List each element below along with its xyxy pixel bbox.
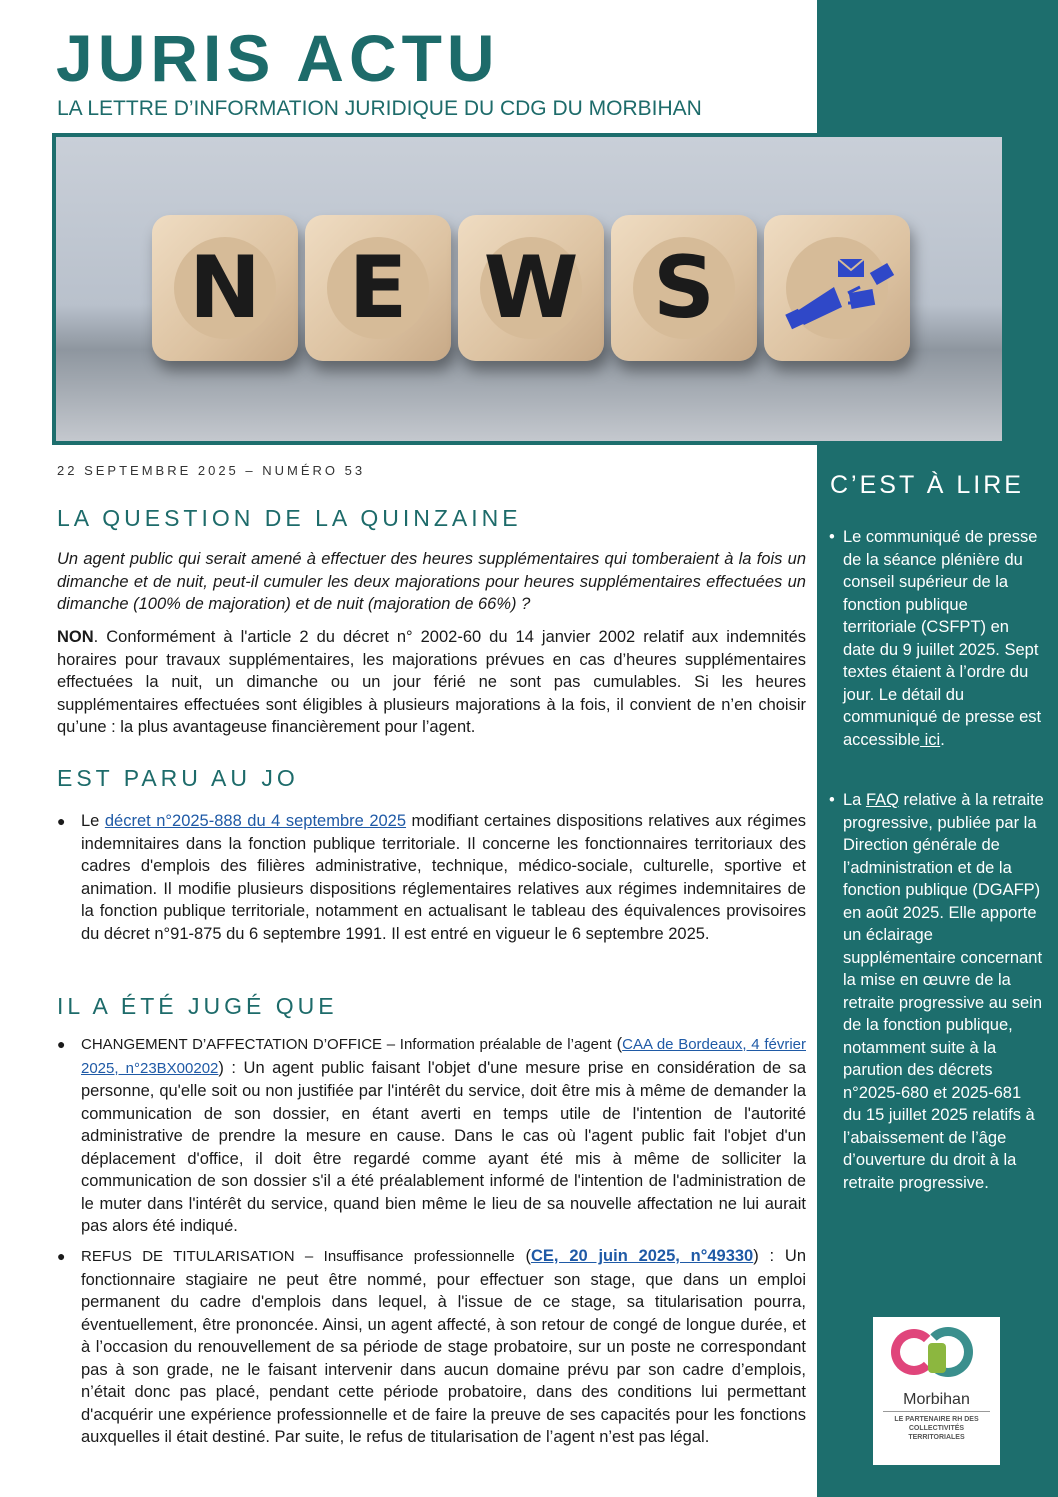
ce-link[interactable]: CE, 20 juin 2025, n°49330	[531, 1247, 754, 1265]
juge-item-text: : Un fonctionnaire stagiaire ne peut être nommé, pour effectuer son stage, que dans un emploi permanent du cadre d'emplois dans lequel, à l'issue de ce stage, sa titularisation pourra, éventuellement, être prononcée. Ainsi, un agent affecté, à son retour de congé de longue durée, et à l’occasion du renouvellement de sa période de stage probatoire, sur un poste ne correspondant pas à son grade, ne le faisant intervenir dans aucun domaine prévu par son cadre d’emplois, n’était donc pas placé, pendant cette période probatoire, dans des conditions lui permettant d'acquérir une expérience professionnelle et de faire la preuve de ses capacités pour les fonctions auxquelles il était destiné. Par suite, le refus de titularisation de l’agent n’est pas légal.	[81, 1247, 806, 1446]
newsletter-title: JURIS ACTU	[56, 21, 500, 95]
bullet-icon: •	[829, 528, 835, 546]
jo-item-prefix: Le	[81, 812, 105, 830]
sidebar-item	[829, 526, 1044, 751]
juge-item-title: REFUS DE TITULARISATION – Insuffisance professionnelle	[81, 1248, 515, 1265]
jo-item-text: modifiant certaines dispositions relatives aux régimes indemnitaires dans la fonction publique territoriale. Il concerne les fonctionnaires territoriaux des cadres d'emplois des filières administrative, technique, médico-sociale, culturelle, sportive et animation. Il modifie plusieurs dispositions réglementaires relatives aux régimes indemnitaires de la fonction publique territoriale, notamment en actualisant le tableau des équivalences provisoires du décret n°91-875 du 6 septembre 1991. Il est entré en vigueur le 6 septembre 2025.	[81, 812, 806, 943]
section-heading-jo: EST PARU AU JO	[57, 765, 299, 791]
sidebar-heading: C’EST À LIRE	[830, 471, 1024, 499]
cube-letter: N	[189, 238, 261, 338]
caa-bordeaux-link[interactable]: CAA de Bordeaux, 4 février 2025, n°23BX00202	[81, 1036, 806, 1077]
sidebar-item-prefix: La	[843, 791, 866, 809]
answer-text	[57, 626, 806, 739]
list-item	[57, 1245, 806, 1449]
megaphone-mail-icon	[764, 215, 910, 361]
section-heading-juge: IL A ÉTÉ JUGÉ QUE	[57, 993, 338, 1019]
paren-close: )	[753, 1247, 759, 1265]
news-cube-icon	[764, 215, 910, 361]
sidebar-item	[829, 789, 1044, 1194]
issue-date: 22 SEPTEMBRE 2025 – NUMÉRO 53	[57, 463, 366, 478]
cube-letter: E	[348, 238, 408, 338]
bullet-icon: ●	[57, 813, 66, 829]
paren-open: (	[525, 1247, 532, 1265]
bullet-icon: •	[829, 791, 835, 809]
list-item	[57, 810, 806, 945]
list-item	[57, 1033, 806, 1238]
juge-item-title: CHANGEMENT D’AFFECTATION D’OFFICE – Information préalable de l’agent	[81, 1036, 612, 1053]
decret-link[interactable]: décret n°2025-888 du 4 septembre 2025	[104, 812, 407, 830]
bullet-icon: ●	[57, 1036, 66, 1052]
section-heading-question: LA QUESTION DE LA QUINZAINE	[57, 505, 522, 531]
faq-link[interactable]: FAQ	[865, 791, 899, 809]
bullet-icon: ●	[57, 1248, 66, 1264]
answer-body: . Conformément à l'article 2 du décret n° 2002-60 du 14 janvier 2002 relatif aux indemnités horaires pour travaux supplémentaires, les majorations prévues en cas d’heures supplémentaires effectuées la nuit, un dimanche ou un jour férié ne sont pas cumulables. Si les heures supplémentaires effectuées sont éligibles à plusieurs majorations à la fois, il convient de n’en choisir qu’une : la plus avantageuse financièrement pour l’agent.	[57, 628, 806, 736]
sidebar-item-text: relative à la retraite progressive, publiée par la Direction générale de l’administration et de la fonction publique (DGAFP) en août 2025. Elle apporte un éclairage supplémentaire concernant la mise en œuvre de la retraite progressive au sein de la fonction publique, notamment suite à la parution des décrets n°2025-680 et 2025-681 du 15 juillet 2025 relatifs à l’abaissement de l’âge d’ouverture du droit à la retraite progressive.	[843, 791, 1044, 1192]
logo-name: Morbihan	[903, 1391, 970, 1408]
hero-image	[52, 133, 1002, 445]
cube-letter: W	[483, 238, 579, 338]
logo-d-shape	[928, 1343, 946, 1373]
sidebar-item-text: Le communiqué de presse de la séance plénière du conseil supérieur de la fonction publique territoriale (CSFPT) en date du 9 juillet 2025. Sept textes étaient à l’ordre du jour. Le détail du communiqué de presse est accessible	[843, 528, 1042, 749]
news-cube-w	[458, 215, 604, 361]
juge-item-text: : Un agent public faisant l'objet d'une mesure prise en considération de sa personne, qu'elle soit ou non justifiée par l'intérêt du service, doit être mis à même de demander la communication de son dossier, en étant averti en temps utile de l'intention de l'autorité administrative de prendre la mesure en cause. Dans le cas où l'agent public fait l'objet d'un déplacement d'office, il doit être regardé comme ayant été mis à même de solliciter la communication de son dossier s'il a été préalablement informé de l'intention de l'administration de le muter dans l'intérêt du service, quand bien même le lieu de sa nouvelle affectation ne lui aurait pas alors été indiqué.	[81, 1058, 806, 1235]
sidebar-item-end: .	[940, 730, 945, 749]
news-cube-e	[305, 215, 451, 361]
cdg-logo	[873, 1317, 1000, 1465]
news-cube-s	[611, 215, 757, 361]
answer-lead: NON	[57, 628, 94, 646]
cube-letter: S	[653, 238, 715, 338]
paren-close: )	[218, 1058, 224, 1077]
question-text: Un agent public qui serait amené à effectuer des heures supplémentaires qui tomberaient à la fois un dimanche et de nuit, peut-il cumuler les deux majorations pour heures supplémentaires effectuées un dimanche (100% de majoration) et de nuit (majoration de 66%) ?	[57, 550, 806, 613]
logo-tagline: LE PARTENAIRE RH DES COLLECTIVITÉS TERRITORIALES	[883, 1411, 990, 1442]
paren-open: (	[616, 1035, 623, 1053]
news-cube-n	[152, 215, 298, 361]
communique-link[interactable]: ici	[920, 730, 941, 749]
newsletter-subtitle: LA LETTRE D’INFORMATION JURIDIQUE DU CDG DU MORBIHAN	[57, 97, 702, 120]
